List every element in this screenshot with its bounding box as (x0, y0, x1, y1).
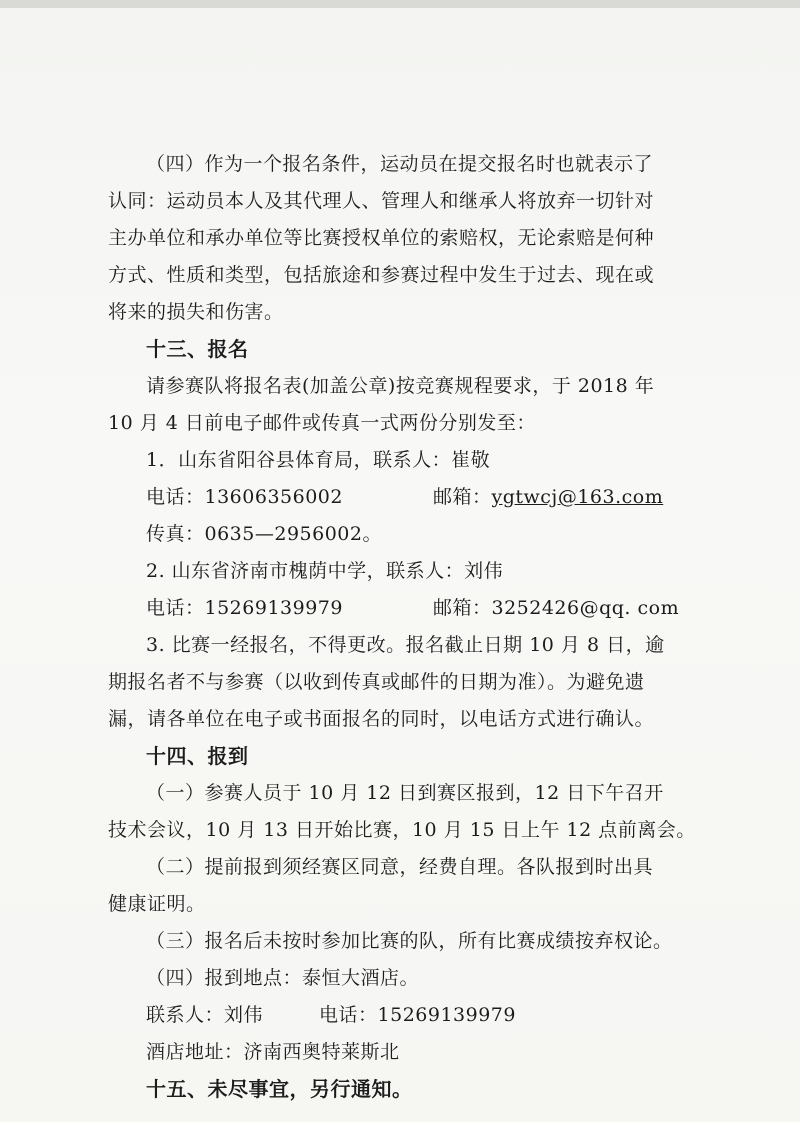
sec13-note-line-3: 漏，请各单位在电子或书面报名的同时，以电话方式进行确认。 (108, 708, 655, 730)
sec13-intro-line-1: 请参赛队将报名表(加盖公章)按竞赛规程要求，于 2018 年 (146, 375, 655, 397)
contact-1-phone-email-row (108, 479, 720, 516)
contact-1-org: 1．山东省阳谷县体育局，联系人：崔敬 (146, 449, 491, 471)
contact-2-phone: 电话：15269139979 (146, 597, 343, 619)
para-4-line-3: 主办单位和承办单位等比赛授权单位的索赔权，无论索赔是何种 (108, 227, 655, 249)
sec14-item-1-line-2: 技术会议，10 月 13 日开始比赛，10 月 15 日上午 12 点前离会。 (108, 819, 696, 841)
section-13-heading: 十三、报名 (146, 337, 249, 361)
sec14-contact-person: 联系人：刘伟 (146, 1004, 264, 1026)
contact-1-email-label: 邮箱： (432, 486, 492, 508)
sec14-contact-phone: 电话：15269139979 (319, 1004, 516, 1026)
contact-2-org: 2. 山东省济南市槐荫中学，联系人：刘伟 (146, 560, 504, 582)
section-14-heading: 十四、报到 (146, 744, 249, 768)
sec13-note-line-2: 期报名者不与参赛（以收到传真或邮件的日期为准）。为避免遗 (108, 671, 645, 693)
sec14-item-2-line-2: 健康证明。 (108, 893, 206, 915)
para-4-line-4: 方式、性质和类型，包括旅途和参赛过程中发生于过去、现在或 (108, 264, 655, 286)
para-4-line-2: 认同：运动员本人及其代理人、管理人和继承人将放弃一切针对 (108, 190, 655, 212)
contact-1-phone: 电话：13606356002 (146, 486, 343, 508)
contact-2-email: 邮箱：3252426@qq. com (432, 597, 680, 619)
contact-1-email: ygtwcj@163.com (491, 486, 664, 508)
sec14-item-4: （四）报到地点：泰恒大酒店。 (146, 967, 420, 989)
section-15-heading: 十五、未尽事宜，另行通知。 (146, 1077, 413, 1101)
sec13-note-line-1: 3. 比赛一经报名，不得更改。报名截止日期 10 月 8 日，逾 (146, 634, 665, 656)
sec14-item-3: （三）报名后未按时参加比赛的队，所有比赛成绩按弃权论。 (146, 930, 673, 952)
para-4-line-5: 将来的损失和伤害。 (108, 301, 284, 323)
sec14-contact-row (108, 997, 720, 1034)
scan-top-border (0, 0, 800, 8)
document-body (108, 146, 720, 1108)
sec13-intro-line-2: 10 月 4 日前电子邮件或传真一式两份分别发至： (108, 412, 536, 434)
sec14-item-1-line-1: （一）参赛人员于 10 月 12 日到赛区报到，12 日下午召开 (146, 782, 664, 804)
hotel-address: 酒店地址：济南西奥特莱斯北 (146, 1041, 400, 1063)
contact-2-phone-email-row (108, 590, 720, 627)
para-4-line-1: （四）作为一个报名条件，运动员在提交报名时也就表示了 (146, 153, 654, 175)
contact-1-fax: 传真：0635—2956002。 (146, 523, 382, 545)
sec14-item-2-line-1: （二）提前报到须经赛区同意，经费自理。各队报到时出具 (146, 856, 654, 878)
